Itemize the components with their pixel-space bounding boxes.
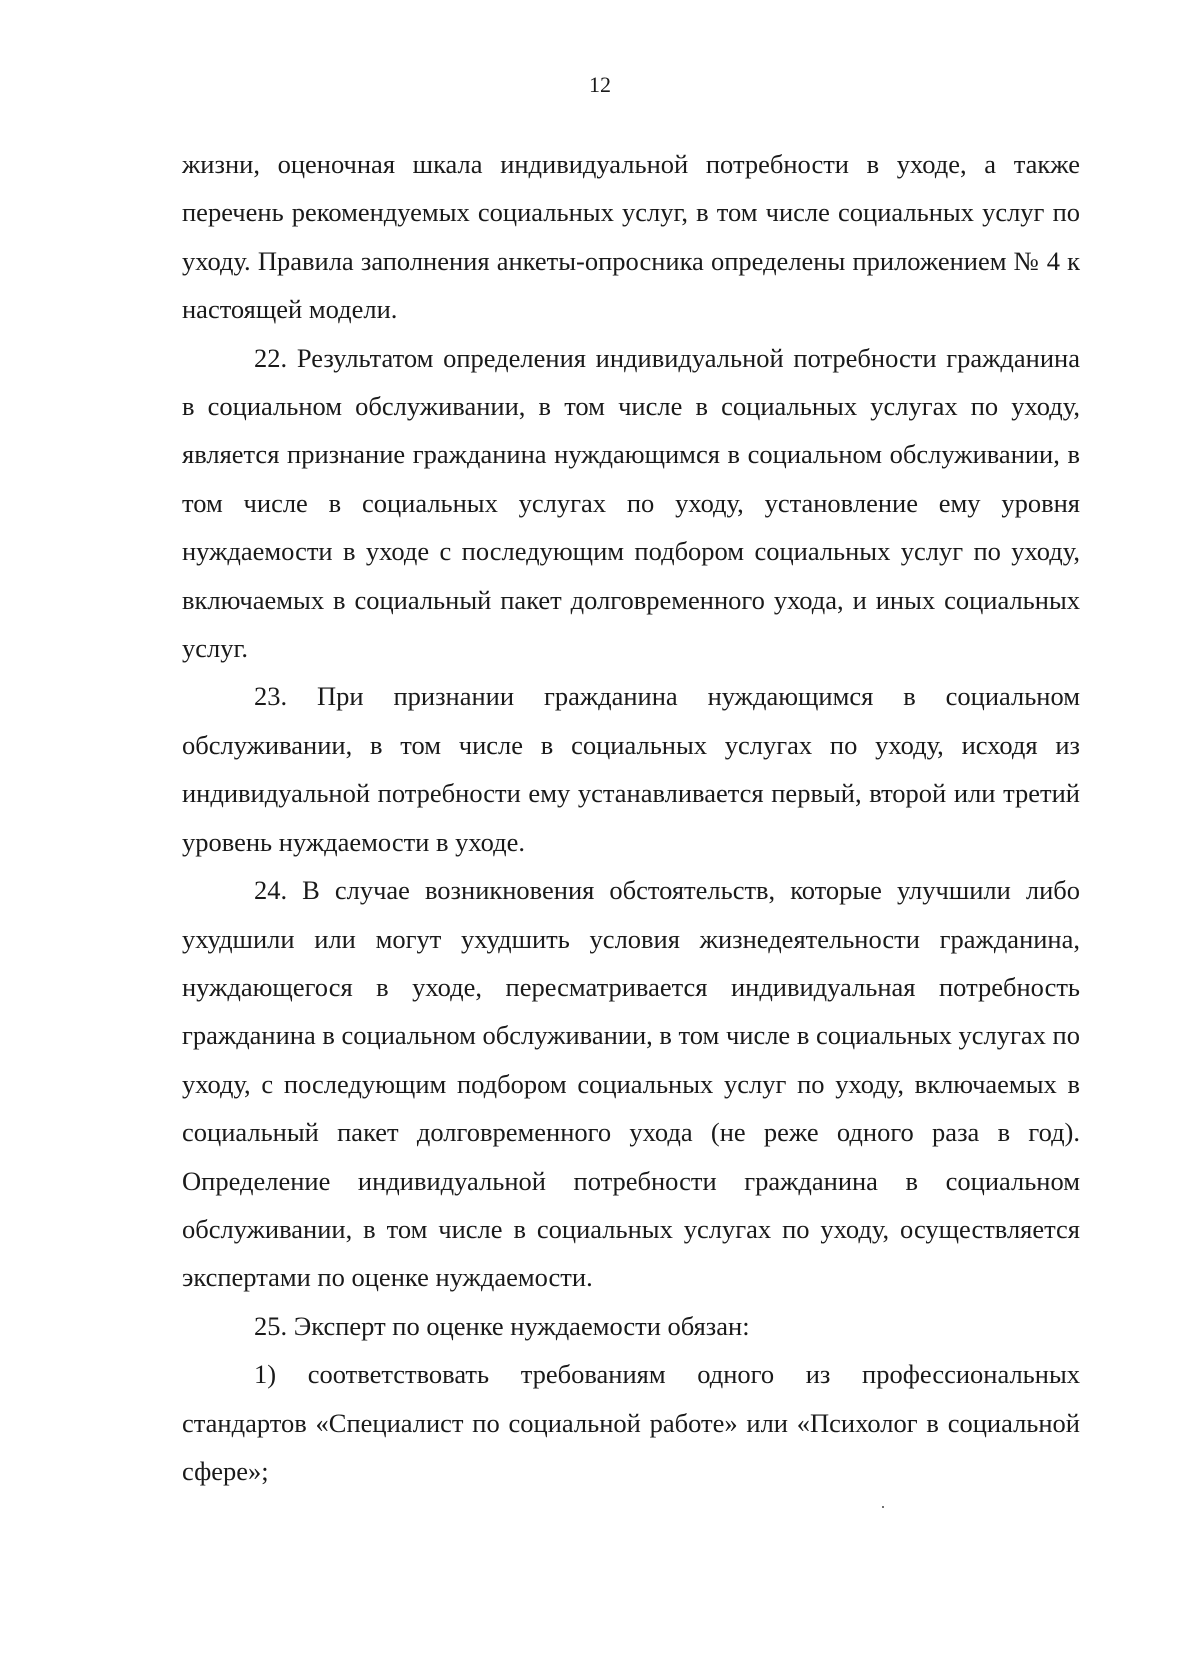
scan-speck xyxy=(882,1506,884,1508)
list-item-1: 1) соответствовать требованиям одного из профессиональных стандартов «Специалист по социальной работе» или «Психолог в социальной сфере»; xyxy=(182,1359,1080,1486)
body-text xyxy=(182,140,1080,1495)
paragraph-continuation: жизни, оценочная шкала индивидуальной потребности в уходе, а также перечень рекомендуемых социальных услуг, в том числе социальных услуг по уходу. Правила заполнения анкеты-опросника определены приложением № 4 к настоящей модели. xyxy=(182,149,1080,325)
paragraph-24: 24. В случае возникновения обстоятельств, которые улучшили либо ухудшили или могут ухудшить условия жизнедеятельности гражданина, нуждающегося в уходе, пересматривается индивидуальная потребность гражданина в социальном обслуживании, в том числе в социальных услугах по уходу, с последующим подбором социальных услуг по уходу, включаемых в социальный пакет долговременного ухода (не реже одного раза в год). Определение индивидуальной потребности гражданина в социальном обслуживании, в том числе в социальных услугах по уходу, осуществляется экспертами по оценке нуждаемости. xyxy=(182,875,1080,1293)
paragraph-23: 23. При признании гражданина нуждающимся в социальном обслуживании, в том числе в социальных услугах по уходу, исходя из индивидуальной потребности ему устанавливается первый, второй или третий уровень нуждаемости в уходе. xyxy=(182,681,1080,857)
page-number: 12 xyxy=(589,72,611,97)
paragraph-22: 22. Результатом определения индивидуальной потребности гражданина в социальном обслуживании, в том числе в социальных услугах по уходу, является признание гражданина нуждающимся в социальном обслуживании, в том числе в социальных услугах по уходу, установление ему уровня нуждаемости в уходе с последующим подбором социальных услуг по уходу, включаемых в социальный пакет долговременного ухода, и иных социальных услуг. xyxy=(182,342,1080,664)
paragraph-25: 25. Эксперт по оценке нуждаемости обязан: xyxy=(254,1310,750,1341)
